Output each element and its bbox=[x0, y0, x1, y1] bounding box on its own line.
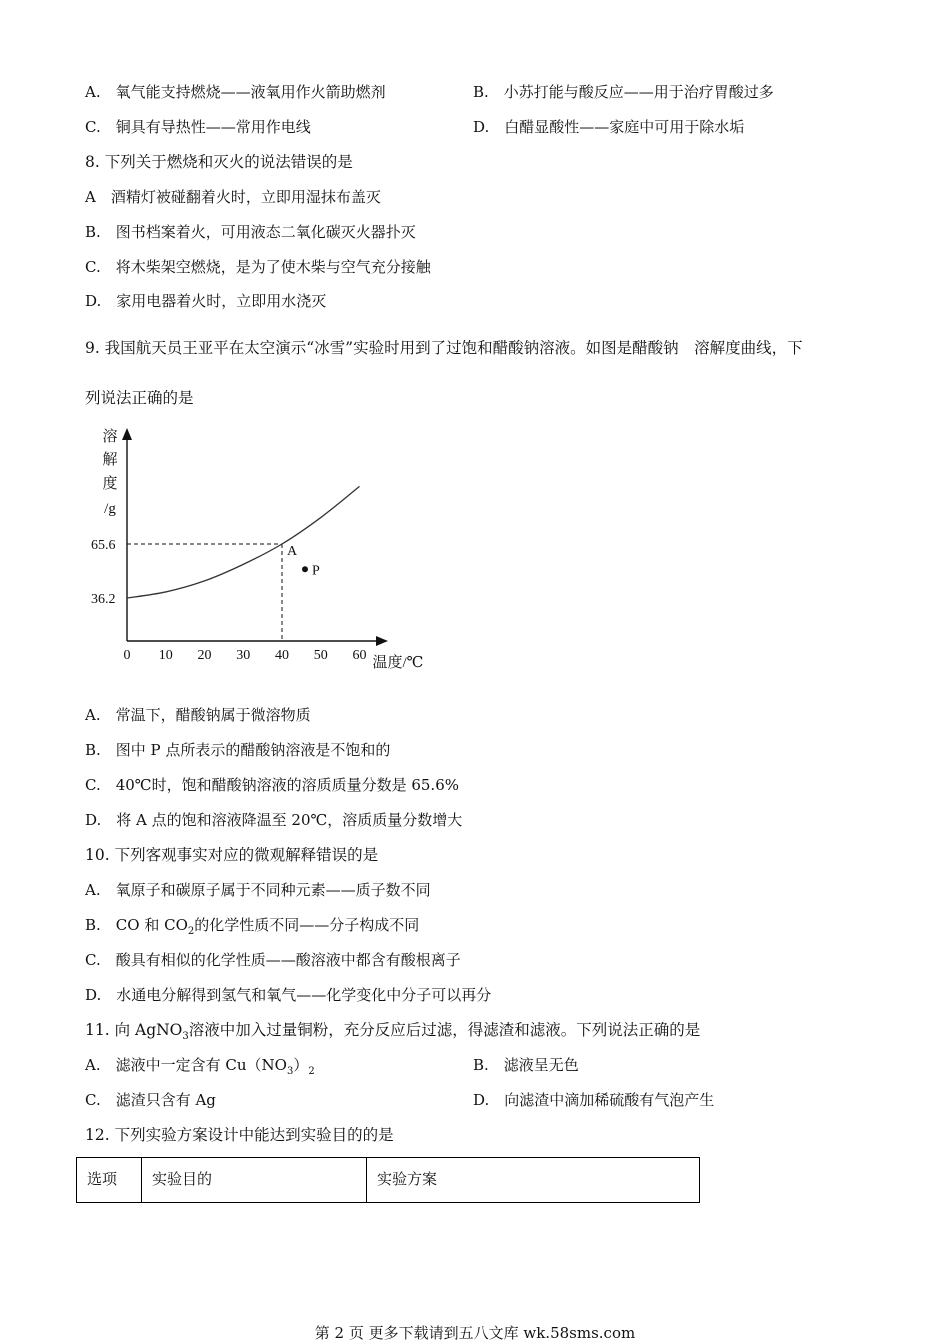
solubility-chart bbox=[80, 420, 440, 680]
q11-option-a: A. 滤液中一定含有 $Cu(NO_3)_2$ bbox=[85, 1056, 315, 1077]
q7-option-c: C. 铜具有导热性——常用作电线 bbox=[85, 118, 311, 136]
q9-option-a: A. 常温下，醋酸钠属于微溶物质 bbox=[85, 706, 311, 724]
y-axis-label bbox=[102, 428, 117, 517]
point-p-label: P bbox=[312, 563, 320, 579]
q7-option-a: A. 氧气能支持燃烧——液氧用作火箭助燃剂 bbox=[85, 83, 386, 101]
q11-stem: 11. 向 AgNO$_3$溶液中加入过量铜粉，充分反应后过滤，得滤渣和滤液。下列说法正确的是 bbox=[85, 1021, 701, 1043]
q8-option-b: B. 图书档案着火，可用液态二氧化碳灭火器扑灭 bbox=[85, 223, 416, 241]
solubility-curve bbox=[127, 486, 360, 598]
table-header-option: 选项 bbox=[77, 1158, 142, 1203]
q9-stem-line2: 列说法正确的是 bbox=[85, 389, 194, 407]
point-a-label: A bbox=[287, 544, 298, 559]
q10-stem: 10. 下列客观事实对应的微观解释错误的是 bbox=[85, 846, 379, 864]
q8-option-d: D. 家用电器着火时，立即用水浇灭 bbox=[85, 292, 327, 310]
q8-option-c: C. 将木柴架空燃烧，是为了使木柴与空气充分接触 bbox=[85, 258, 431, 276]
q7-option-b: B. 小苏打能与酸反应——用于治疗胃酸过多 bbox=[473, 83, 774, 101]
x-tick-labels bbox=[124, 648, 367, 663]
q9-option-d: D. 将 A 点的饱和溶液降温至 20℃，溶质质量分数增大 bbox=[85, 811, 463, 829]
q12-stem: 12. 下列实验方案设计中能达到实验目的的是 bbox=[85, 1126, 394, 1144]
y-axis-arrow bbox=[122, 428, 132, 440]
y-label-char-2: 度 bbox=[102, 476, 118, 492]
x-axis-arrow bbox=[376, 636, 388, 646]
y-tick-36-2: 36.2 bbox=[91, 592, 116, 607]
x-axis-label: 温度/℃ bbox=[372, 655, 424, 671]
q11-option-b: B. 滤液呈无色 bbox=[473, 1056, 579, 1074]
x-tick-0: 0 bbox=[123, 648, 131, 663]
q7-option-d: D. 白醋显酸性——家庭中可用于除水垢 bbox=[473, 118, 745, 136]
page-footer: 第 2 页 更多下载请到五八文库 wk.58sms.com bbox=[314, 1324, 636, 1342]
table-header-plan: 实验方案 bbox=[367, 1158, 700, 1203]
x-tick-40: 40 bbox=[275, 648, 289, 663]
point-p-marker bbox=[302, 566, 308, 572]
q8-option-a: A 酒精灯被碰翻着火时，立即用湿抹布盖灭 bbox=[85, 188, 381, 206]
y-tick-65-6: 65.6 bbox=[91, 538, 116, 553]
q11-option-d: D. 向滤渣中滴加稀硫酸有气泡产生 bbox=[473, 1091, 715, 1109]
table-header-row bbox=[77, 1158, 700, 1203]
q12-table bbox=[76, 1157, 700, 1203]
y-label-char-1: 解 bbox=[102, 452, 118, 468]
table-header-purpose: 实验目的 bbox=[142, 1158, 367, 1203]
q10-option-d: D. 水通电分解得到氢气和氧气——化学变化中分子可以再分 bbox=[85, 986, 492, 1004]
x-tick-30: 30 bbox=[236, 648, 251, 663]
x-tick-60: 60 bbox=[352, 648, 367, 663]
q8-stem: 8. 下列关于燃烧和灭火的说法错误的是 bbox=[85, 153, 353, 171]
q10-option-c: C. 酸具有相似的化学性质——酸溶液中都含有酸根离子 bbox=[85, 951, 461, 969]
x-tick-50: 50 bbox=[313, 648, 328, 663]
x-tick-10: 10 bbox=[158, 648, 173, 663]
q9-stem-line1: 9. 我国航天员王亚平在太空演示“冰雪”实验时用到了过饱和醋酸钠溶液。如图是醋酸钠 溶解度曲线，下 bbox=[85, 339, 803, 357]
y-label-char-0: 溶 bbox=[102, 429, 118, 445]
q10-option-a: A. 氧原子和碳原子属于不同种元素——质子数不同 bbox=[85, 881, 431, 899]
q11-option-c: C. 滤渣只含有 Ag bbox=[85, 1091, 216, 1109]
q9-option-b: B. 图中 P 点所表示的醋酸钠溶液是不饱和的 bbox=[85, 741, 391, 759]
q10-option-b: B. CO 和 $CO_2$的化学性质不同——分子构成不同 bbox=[85, 916, 420, 937]
y-label-char-3: /g bbox=[104, 501, 116, 517]
q9-option-c: C. 40℃时，饱和醋酸钠溶液的溶质质量分数是 65.6% bbox=[85, 776, 459, 794]
x-tick-20: 20 bbox=[197, 648, 212, 663]
